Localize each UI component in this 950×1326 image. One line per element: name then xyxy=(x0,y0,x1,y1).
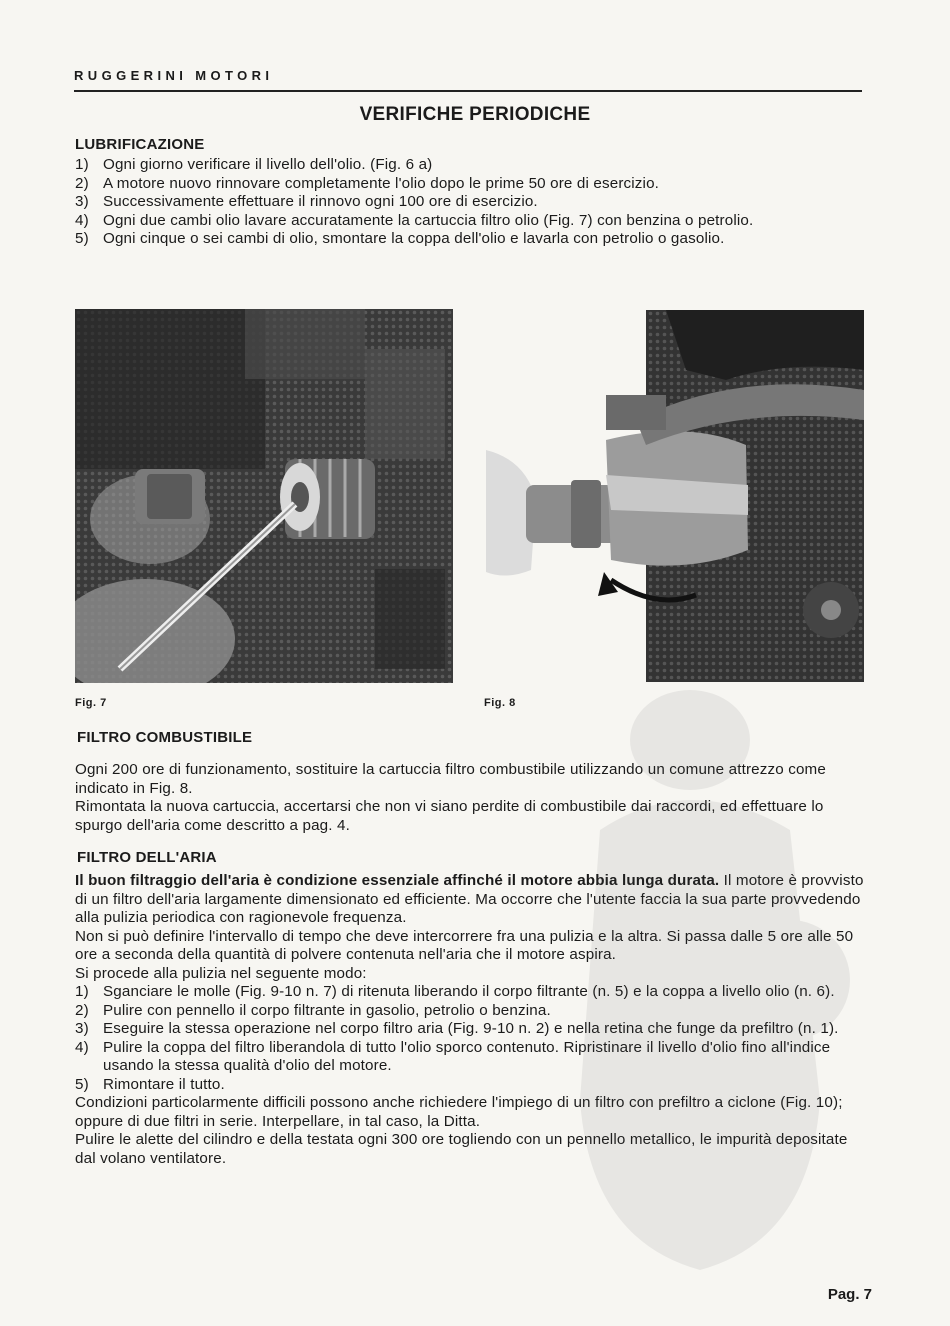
item-number: 2) xyxy=(75,1001,89,1019)
paragraph: Condizioni particolarmente difficili possono anche richiedere l'impiego di un filtro con prefiltro a ciclone (Fig. 10); oppure di due filtri in serie. Interpellare, in tal caso, la Ditta. xyxy=(75,1094,843,1130)
running-header xyxy=(74,66,862,92)
paragraph: Si procede alla pulizia nel seguente modo: xyxy=(75,964,367,982)
list-item xyxy=(75,1076,867,1095)
item-text: Sganciare le molle (Fig. 9-10 n. 7) di ritenuta liberando il corpo filtrante (n. 5) e la coppa a livello olio (n. 6). xyxy=(103,983,835,1000)
list-item xyxy=(75,1039,867,1076)
list-item xyxy=(75,1002,867,1021)
intro-rest: Il motore è provvisto di un filtro dell'aria largamente dimensionato ed efficiente. Ma occorre che l'utente faccia la sua parte provvedendo alla pulizia periodica con ragionevole frequenza. xyxy=(75,872,864,926)
page-number: Pag. 7 xyxy=(827,1286,872,1303)
item-text: Pulire la coppa del filtro liberandola di tutto l'olio sporco contenuto. Ripristinare il livello d'olio fino all'indice usando la stessa qualità d'olio del motore. xyxy=(103,1038,831,1074)
oil-filter-cleaning-illustration xyxy=(75,309,453,683)
list-item xyxy=(75,175,867,194)
list-item xyxy=(75,1020,867,1039)
item-text: Rimontare il tutto. xyxy=(103,1075,225,1093)
fuel-filter-wrench-illustration xyxy=(486,310,864,682)
section-heading-filtro-combustibile: FILTRO COMBUSTIBILE xyxy=(77,729,253,746)
item-number: 1) xyxy=(75,983,89,1000)
item-number: 1) xyxy=(75,156,89,173)
list-item xyxy=(75,193,867,212)
brand-name: RUGGERINI MOTORI xyxy=(74,68,274,83)
item-number: 3) xyxy=(75,193,89,210)
page-title: VERIFICHE PERIODICHE xyxy=(359,104,591,125)
list-item xyxy=(75,156,867,175)
paragraph: Pulire le alette del cilindro e della testata ogni 300 ore togliendo con un pennello metallico, le impurità depositate dal volano ventilatore. xyxy=(75,1131,848,1167)
item-number: 3) xyxy=(75,1020,89,1037)
fig7-caption: Fig. 7 xyxy=(75,697,107,709)
item-text: A motore nuovo rinnovare completamente l'olio dopo le prime 50 ore di esercizio. xyxy=(103,174,660,192)
bold-intro: Il buon filtraggio dell'aria è condizione essenziale affinché il motore abbia lunga durata. xyxy=(75,872,720,889)
fig8-caption: Fig. 8 xyxy=(484,697,516,709)
paragraph: Non si può definire l'intervallo di tempo che deve intercorrere fra una pulizia e la altra. Si passa dalle 5 ore alle 50 ore a seconda della quantità di polvere contenuta nell'aria che il motore aspira. xyxy=(75,927,854,963)
item-text: Ogni due cambi olio lavare accuratamente la cartuccia filtro olio (Fig. 7) con benzina o petrolio. xyxy=(103,211,754,229)
item-text: Ogni cinque o sei cambi di olio, smontare la coppa dell'olio e lavarla con petrolio o gasolio. xyxy=(103,230,725,247)
item-text: Successivamente effettuare il rinnovo ogni 100 ore di esercizio. xyxy=(103,193,538,210)
filtro-combustibile-text xyxy=(75,761,867,835)
paragraph: Rimontata la nuova cartuccia, accertarsi che non vi siano perdite di combustibile dai raccordi, ed effettuare lo spurgo dell'aria come descritto a pag. 4. xyxy=(75,798,824,834)
fig7-photo xyxy=(75,309,453,683)
item-number: 4) xyxy=(75,211,89,229)
section-heading-filtro-aria: FILTRO DELL'ARIA xyxy=(77,849,217,866)
paragraph: Ogni 200 ore di funzionamento, sostituire la cartuccia filtro combustibile utilizzando un comune attrezzo come indicato in Fig. 8. xyxy=(75,761,826,797)
filtro-aria-text xyxy=(75,872,867,1168)
item-text: Ogni giorno verificare il livello dell'olio. (Fig. 6 a) xyxy=(103,156,433,173)
list-item xyxy=(75,212,867,231)
lubrificazione-list xyxy=(75,156,867,249)
item-number: 4) xyxy=(75,1038,89,1056)
item-number: 5) xyxy=(75,230,89,247)
item-number: 2) xyxy=(75,174,89,192)
item-text: Pulire con pennello il corpo filtrante in gasolio, petrolio o benzina. xyxy=(103,1001,551,1019)
list-item xyxy=(75,230,867,249)
fig8-photo xyxy=(486,310,864,682)
list-item xyxy=(75,983,867,1002)
item-text: Eseguire la stessa operazione nel corpo filtro aria (Fig. 9-10 n. 2) e nella retina che funge da prefiltro (n. 1). xyxy=(103,1020,839,1037)
section-heading-lubrificazione: LUBRIFICAZIONE xyxy=(75,136,205,153)
paragraph xyxy=(75,872,867,928)
item-number: 5) xyxy=(75,1075,89,1093)
